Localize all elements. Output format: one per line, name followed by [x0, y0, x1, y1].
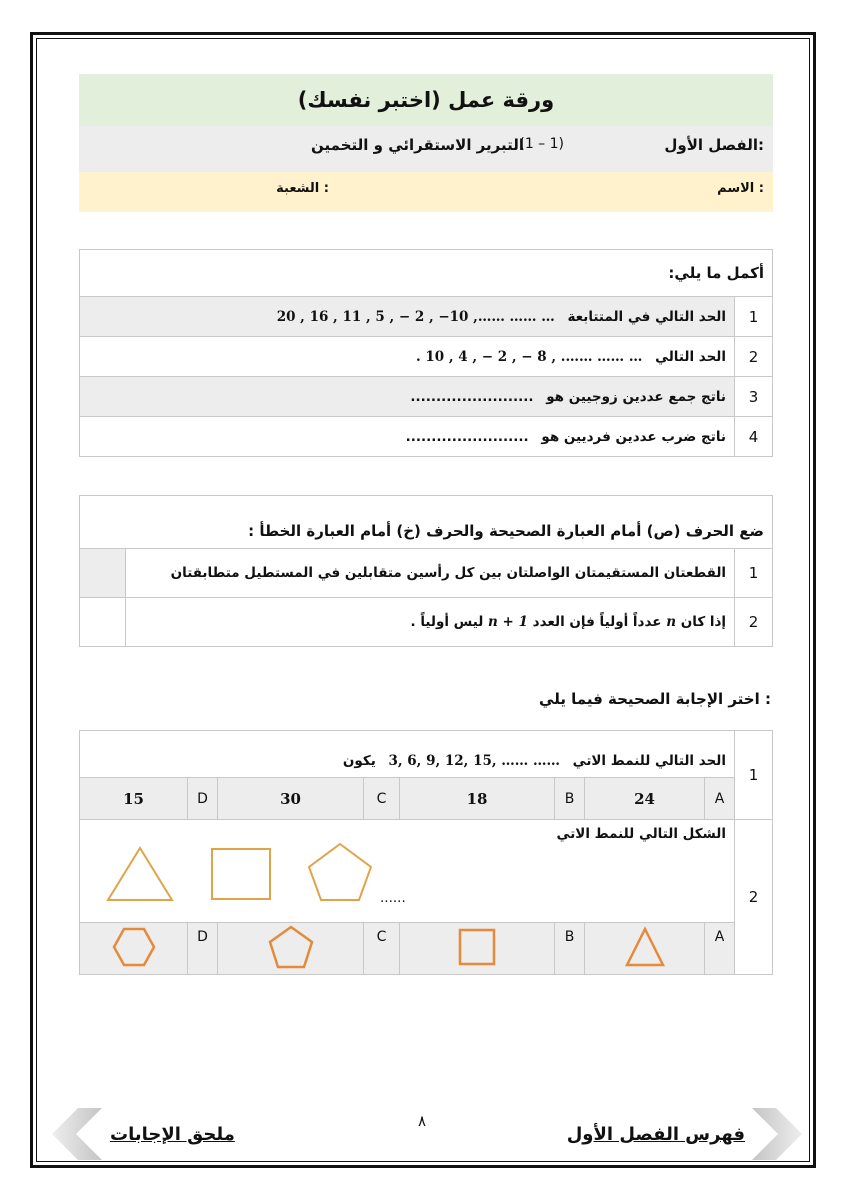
math-expression: n + 1 [488, 614, 528, 630]
pattern-square [212, 849, 270, 899]
pattern-continuation: ...... [380, 890, 406, 906]
answers-link[interactable]: ملحق الإجابات [110, 1124, 235, 1145]
option-letter-c: C [364, 778, 400, 820]
row-number: 1 [735, 549, 773, 598]
complete-row-4 [80, 417, 735, 457]
option-a[interactable]: 24 [585, 778, 705, 820]
option-letter-a: A [705, 923, 735, 975]
option-d[interactable] [80, 923, 188, 975]
row-number: 2 [735, 598, 773, 647]
option-c[interactable] [218, 923, 364, 975]
square-icon [455, 925, 499, 969]
pentagon-icon [267, 924, 315, 970]
complete-heading: أكمل ما يلي: [80, 250, 773, 297]
student-info-band [79, 172, 773, 212]
row-number: 1 [735, 297, 773, 337]
worksheet-title [79, 74, 773, 126]
text-part: إذا كان [680, 614, 727, 630]
math-variable: n [666, 614, 677, 630]
complete-row-1 [80, 297, 735, 337]
statement-2 [125, 598, 734, 647]
option-c[interactable]: 30 [218, 778, 364, 820]
answer-box-2[interactable] [80, 598, 126, 647]
pattern-pentagon [309, 844, 371, 900]
question-2 [80, 820, 735, 923]
option-letter-b: B [555, 778, 585, 820]
sequence: 20 , 16 , 11 , 5 , − 2 , −10 ,…… …… … [276, 308, 555, 325]
option-b[interactable] [400, 923, 555, 975]
question-tail: يكون [342, 753, 376, 769]
row-text: الحد التالي [655, 348, 726, 365]
name-label: الاسم : [717, 181, 764, 196]
chapter-label: الفصل الأول: [664, 136, 764, 154]
mcq-heading: اختر الإجابة الصحيحة فيما يلي : [539, 690, 771, 708]
statement-1: القطعتان المستقيمتان الواصلتان بين كل رأسين متقابلين في المستطيل متطابقتان [125, 549, 734, 598]
question-number: 2 [735, 820, 773, 975]
answer-blank: ........................ [405, 428, 529, 445]
title-text: ورقة عمل (اختبر نفسك) [297, 88, 555, 112]
question-number: 1 [735, 731, 773, 820]
row-number: 2 [735, 337, 773, 377]
row-text: الحد التالي في المتتابعة [567, 308, 726, 325]
question-text: الشكل التالي للنمط الاتي [556, 826, 726, 842]
question-1 [80, 731, 735, 778]
option-letter-c: C [364, 923, 400, 975]
true-false-heading: ضع الحرف (ص) أمام العبارة الصحيحة والحرف (خ) أمام العبارة الخطأ : [80, 496, 773, 549]
sequence: 3, 6, 9, 12, 15, …… …… [388, 753, 560, 769]
complete-row-3 [80, 377, 735, 417]
option-a[interactable] [585, 923, 705, 975]
page-number: ٨ [418, 1112, 427, 1130]
row-number: 4 [735, 417, 773, 457]
triangle-icon [623, 925, 667, 969]
option-d[interactable]: 15 [80, 778, 188, 820]
question-text: الحد التالي للنمط الاتي [572, 753, 726, 769]
lesson-number: (1 – 1) [519, 136, 564, 152]
complete-table [79, 249, 773, 457]
option-b[interactable]: 18 [400, 778, 555, 820]
lesson-title: التبرير الاستقرائي و التخمين [311, 136, 524, 154]
next-arrow-icon[interactable] [752, 1108, 802, 1160]
option-letter-d: D [188, 923, 218, 975]
mcq-table [79, 730, 773, 975]
answer-box-1[interactable] [80, 549, 126, 598]
pattern-shapes [104, 840, 384, 910]
text-part: عدداً أولياً فإن العدد [532, 614, 662, 630]
row-text: ناتج ضرب عددين فرديين هو [541, 428, 726, 445]
pattern-triangle [108, 848, 172, 900]
option-letter-d: D [188, 778, 218, 820]
row-text: ناتج جمع عددين زوجيين هو [546, 388, 726, 405]
chapter-index-link[interactable]: فهرس الفصل الأول [566, 1124, 745, 1145]
text-part: ليس أولياً . [410, 614, 484, 630]
section-label: الشعبة : [276, 181, 329, 196]
complete-row-2 [80, 337, 735, 377]
option-letter-a: A [705, 778, 735, 820]
answer-blank: ........................ [410, 388, 534, 405]
sequence: . 10 , 4 , − 2 , − 8 , .…… …… … [415, 348, 643, 365]
row-number: 3 [735, 377, 773, 417]
true-false-table [79, 495, 773, 647]
hexagon-icon [111, 925, 157, 969]
option-letter-b: B [555, 923, 585, 975]
previous-arrow-icon[interactable] [52, 1108, 102, 1160]
